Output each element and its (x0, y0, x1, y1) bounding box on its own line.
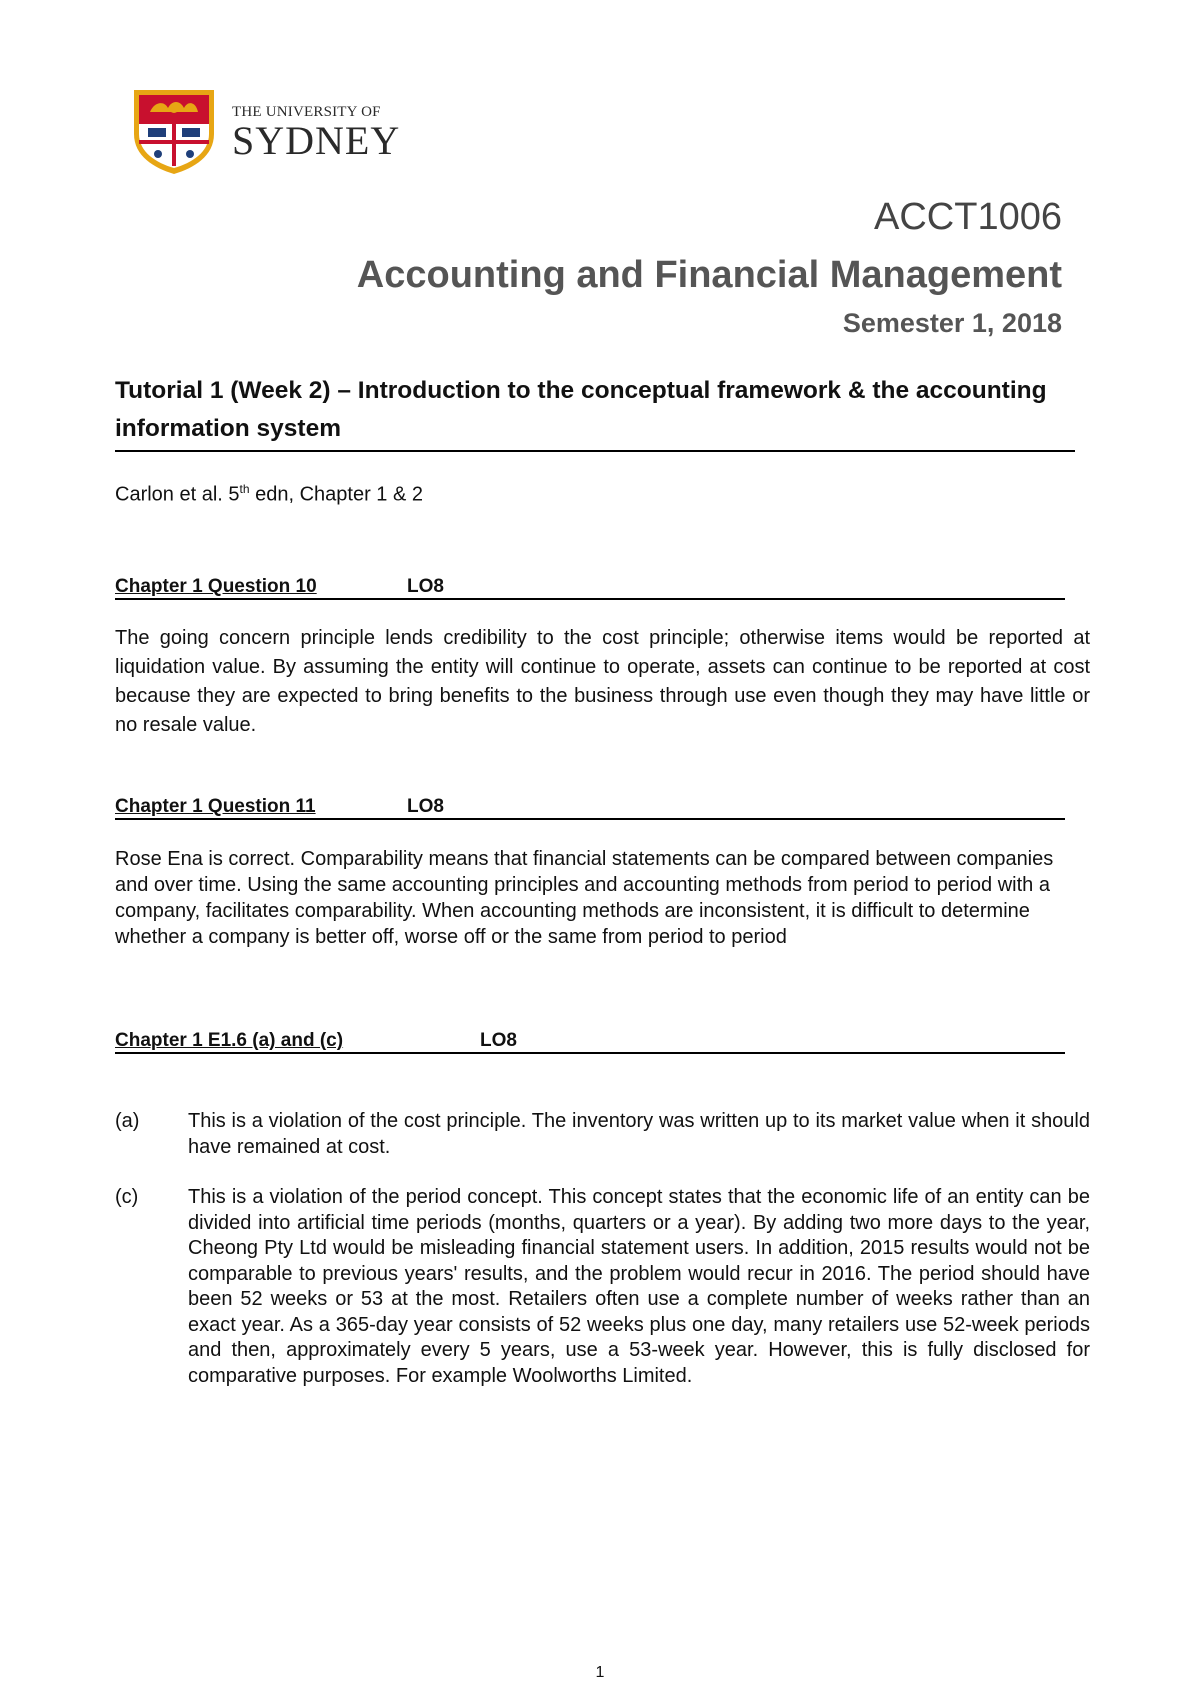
section-question: Chapter 1 Question 10 (115, 576, 317, 597)
semester: Semester 1, 2018 (842, 308, 1062, 338)
section-question: Chapter 1 Question 11 (115, 796, 316, 817)
university-logo (132, 88, 400, 176)
reference-superscript: th (239, 482, 250, 496)
list-item (115, 1109, 1090, 1160)
item-text: This is a violation of the period concept. This concept states that the economic life of an entity can be divided into artificial time periods (months, quarters or a year). By adding two more days to the year, Cheong Pty Ltd would be misleading financial statement users. In addition, 2015 results would not be comparable to previous years' results, and the problem would recur in 2016. The period should have been 52 weeks or 53 at the most. Retailers often use a complete number of weeks rather than an exact year. As a 365-day year consists of 52 weeks plus one day, many retailers use 52-week periods and then, approximately every 5 years, use a 53-week year. However, this is fully disclosed for comparative purposes. For example Woolworths Limited. (188, 1186, 1090, 1387)
university-wordmark (232, 103, 400, 161)
wordmark-line1: THE UNIVERSITY OF (232, 104, 381, 120)
course-title: Accounting and Financial Management (356, 254, 1062, 296)
section-heading (115, 576, 1065, 600)
section-paragraph: Rose Ena is correct. Comparability means that financial statements can be compared between companies and over time. Using the same accounting principles and accounting methods from period to period with a company, facilitates comparability. When accounting methods are inconsistent, it is difficult to determine whether a company is better off, worse off or the same from period to period (115, 848, 1054, 948)
list-item (115, 1185, 1090, 1389)
section-lo: LO8 (480, 1030, 517, 1051)
textbook-reference (115, 482, 423, 507)
item-marker: (a) (115, 1110, 140, 1132)
section-paragraph: The going concern principle lends credibility to the cost principle; otherwise items would be reported at liquidation value. By assuming the entity will continue to operate, assets can continue to be reported at cost because they are expected to bring benefits to the business through use even though they may have little or no resale value. (115, 627, 1090, 736)
item-marker: (c) (115, 1186, 139, 1208)
tutorial-title: Tutorial 1 (Week 2) – Introduction to the conceptual framework & the accounting information system (115, 372, 1075, 452)
item-text: This is a violation of the cost principle. The inventory was written up to its market value when it should have remained at cost. (188, 1110, 1090, 1158)
wordmark-line2: SYDNEY (232, 118, 401, 163)
page-number: 1 (595, 1664, 605, 1681)
section-lo: LO8 (407, 796, 444, 817)
section-question: Chapter 1 E1.6 (a) and (c) (115, 1030, 344, 1051)
section-lo: LO8 (407, 576, 444, 597)
section-heading (115, 1030, 1065, 1054)
university-crest-icon (132, 88, 216, 176)
section-heading (115, 796, 1065, 820)
reference-text-rest: edn, Chapter 1 & 2 (249, 483, 423, 506)
course-code: ACCT1006 (874, 196, 1062, 238)
reference-text: Carlon et al. 5 (115, 483, 240, 506)
